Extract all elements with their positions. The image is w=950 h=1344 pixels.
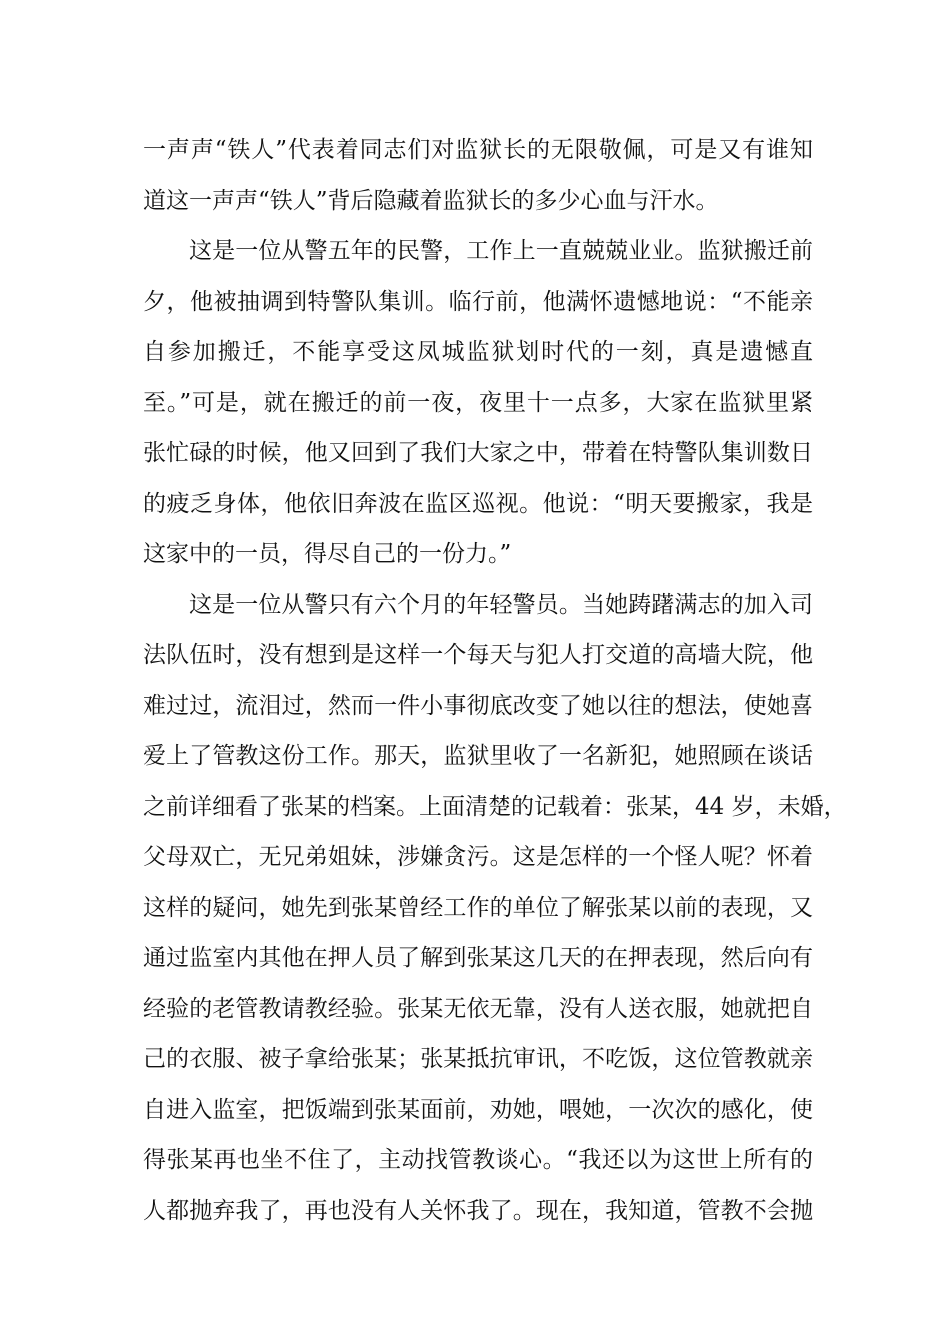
text-line: 难过过，流泪过，然而一件小事彻底改变了她以往的想法，使她喜: [143, 692, 813, 719]
text-line: 夕，他被抽调到特警队集训。临行前，他满怀遗憾地说：“不能亲: [143, 288, 813, 315]
text-line: 这样的疑问，她先到张某曾经工作的单位了解张某以前的表现，又: [143, 894, 813, 921]
text-line: 这是一位从警五年的民警，工作上一直兢兢业业。监狱搬迁前: [189, 238, 813, 264]
text-line: 经验的老管教请教经验。张某无依无靠，没有人送衣服，她就把自: [143, 995, 813, 1022]
text-line: 道这一声声“铁人”背后隐藏着监狱长的多少心血与汗水。: [143, 187, 719, 214]
text-line: 通过监室内其他在押人员了解到张某这几天的在押表现，然后向有: [143, 945, 813, 971]
text-line: 自进入监室，把饭端到张某面前，劝她，喂她，一次次的感化，使: [143, 1096, 813, 1123]
document-body: [143, 125, 847, 1236]
text-line: 张忙碌的时候，他又回到了我们大家之中，带着在特警队集训数日: [143, 440, 813, 466]
text-line: 一声声“铁人”代表着同志们对监狱长的无限敬佩，可是又有谁知: [143, 137, 813, 163]
text-line: 法队伍时，没有想到是这样一个每天与犯人打交道的高墙大院，他: [143, 642, 813, 668]
text-line: 这是一位从警只有六个月的年轻警员。当她踌躇满志的加入司: [189, 591, 813, 618]
text-line: 得张某再也坐不住了，主动找管教谈心。“我还以为这世上所有的: [143, 1147, 813, 1173]
text-line: 爱上了管教这份工作。那天，监狱里收了一名新犯，她照顾在谈话: [143, 743, 813, 769]
text-line: 之前详细看了张某的档案。上面清楚的记载着：张某，44 岁，未婚，: [143, 793, 847, 820]
text-line: 父母双亡，无兄弟姐妹，涉嫌贪污。这是怎样的一个怪人呢？怀着: [143, 844, 813, 870]
text-line: 至。”可是，就在搬迁的前一夜，夜里十一点多，大家在监狱里紧: [143, 389, 813, 416]
text-line: 的疲乏身体，他依旧奔波在监区巡视。他说：“明天要搬家，我是: [143, 490, 813, 517]
text-line: 人都抛弃我了，再也没有人关怀我了。现在，我知道，管教不会抛: [143, 1197, 813, 1224]
text-line: 己的衣服、被子拿给张某；张某抵抗审讯，不吃饭，这位管教就亲: [143, 1046, 813, 1072]
text-line: 这家中的一员，得尽自己的一份力。”: [143, 541, 512, 567]
text-line: 自参加搬迁，不能享受这凤城监狱划时代的一刻，真是遗憾直: [143, 339, 813, 365]
